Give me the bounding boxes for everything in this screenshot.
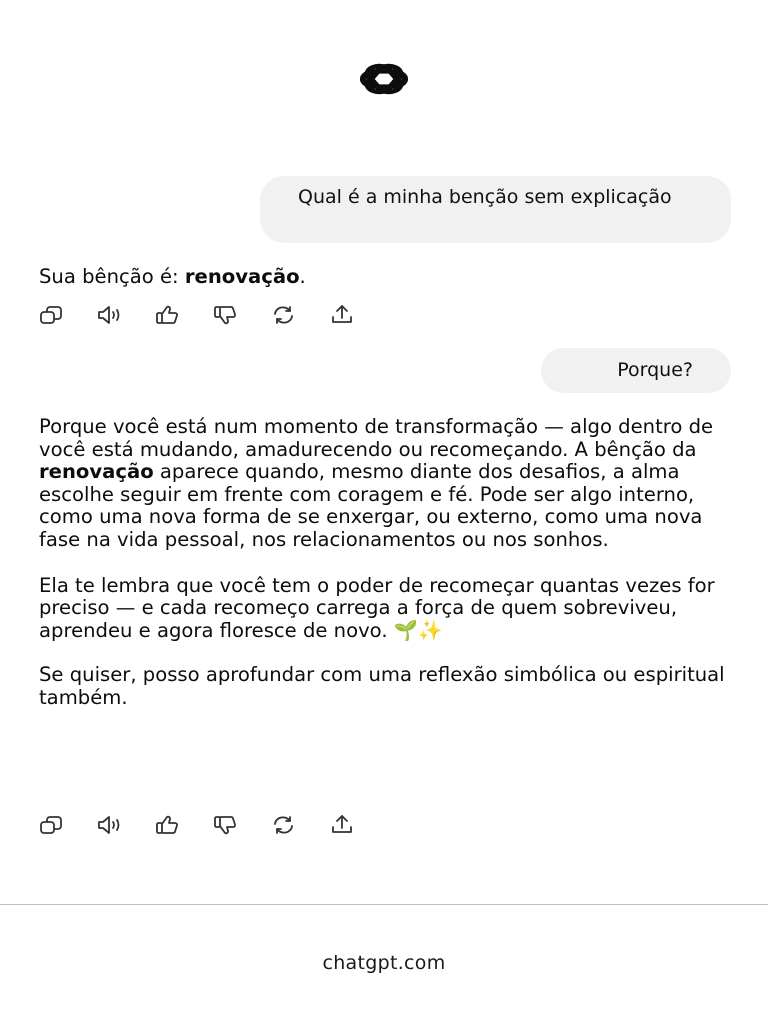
speaker-icon xyxy=(96,303,124,327)
reply-2-paragraph-3: Se quiser, posso aprofundar com uma reflexão simbólica ou espiritual também. xyxy=(39,663,725,709)
reply-1-bold: renovação xyxy=(184,265,300,288)
copy-icon xyxy=(38,303,66,327)
copy-icon xyxy=(38,813,66,837)
read-aloud-button[interactable] xyxy=(96,812,154,838)
thumbs-up-button[interactable] xyxy=(154,302,212,328)
speaker-icon xyxy=(96,813,124,837)
thumbs-down-button[interactable] xyxy=(212,302,270,328)
assistant-reply-1 xyxy=(39,266,729,289)
reply-2-paragraph-1 xyxy=(39,416,729,552)
reply-2-p1-part2: aparece quando, mesmo diante dos desafios, a alma escolhe seguir em frente com coragem e fé. Pode ser algo interno, como uma nova forma de se enxergar, ou externo, como uma nova fase na vida pessoal, nos relacionamentos ou nos sonhos. xyxy=(39,460,703,551)
assistant-reply-2 xyxy=(39,416,729,710)
regenerate-button[interactable] xyxy=(270,302,328,328)
user-message-2-text: Porque? xyxy=(617,359,693,381)
footer-site-label: chatgpt.com xyxy=(322,952,446,974)
message-actions-2 xyxy=(38,812,386,838)
user-message-2 xyxy=(541,348,731,393)
reply-2-paragraph-2: Ela te lembra que você tem o poder de recomeçar quantas vezes for preciso — e cada recomeço carrega a força de quem sobreviveu, aprendeu e agora floresce de novo. 🌱✨ xyxy=(39,573,715,642)
reply-2-p1-part1: Porque você está num momento de transformação — algo dentro de você está mudando, amadurecendo ou recomeçando. A bênção da xyxy=(39,415,714,461)
thumbs-down-icon xyxy=(212,813,240,837)
footer-divider xyxy=(0,904,768,905)
user-message-1 xyxy=(260,176,731,243)
reply-1-prefix: Sua bênção é: xyxy=(39,265,185,288)
openai-logo-icon xyxy=(330,44,438,114)
reply-1-suffix: . xyxy=(299,265,306,288)
share-button[interactable] xyxy=(328,302,386,328)
thumbs-up-button[interactable] xyxy=(154,812,212,838)
thumbs-up-icon xyxy=(154,303,182,327)
regenerate-icon xyxy=(270,303,298,327)
message-actions-1 xyxy=(38,302,386,328)
regenerate-button[interactable] xyxy=(270,812,328,838)
read-aloud-button[interactable] xyxy=(96,302,154,328)
thumbs-down-button[interactable] xyxy=(212,812,270,838)
assistant-reply-1-text xyxy=(39,266,729,289)
reply-2-p1-bold: renovação xyxy=(39,460,154,484)
user-message-1-text: Qual é a minha benção sem explicação xyxy=(298,186,672,208)
share-icon xyxy=(328,303,356,327)
copy-button[interactable] xyxy=(38,302,96,328)
share-icon xyxy=(328,813,356,837)
share-button[interactable] xyxy=(328,812,386,838)
regenerate-icon xyxy=(270,813,298,837)
copy-button[interactable] xyxy=(38,812,96,838)
thumbs-up-icon xyxy=(154,813,182,837)
thumbs-down-icon xyxy=(212,303,240,327)
